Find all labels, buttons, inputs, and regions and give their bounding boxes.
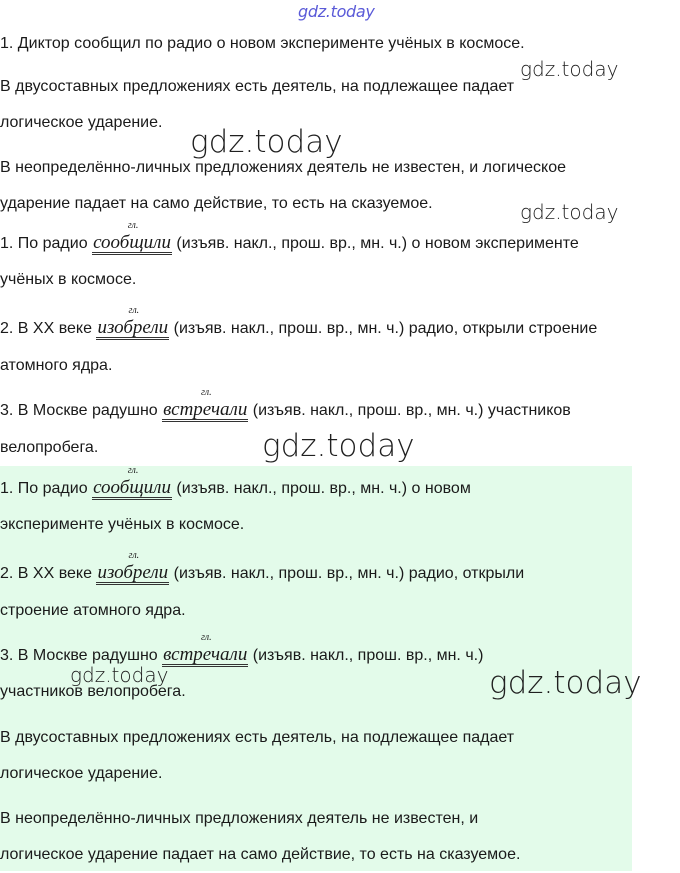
answer-sentence-2 <box>0 550 672 592</box>
sentence-text: (изъяв. накл., прош. вр., мн. ч.) о новом <box>176 480 471 497</box>
predicate-verb <box>162 387 248 422</box>
sentence-text: (изъяв. накл., прош. вр., мн. ч.) <box>252 647 484 664</box>
sentence-text: 3. В Москве радушно <box>0 647 158 664</box>
verb-mark: гл. <box>128 305 140 316</box>
watermark: gdz.today <box>262 428 415 464</box>
paragraph-line: ударение падает на само действие, то есть на сказуемое. <box>0 195 433 212</box>
example-sentence-3 <box>0 387 672 429</box>
sentence-text: (изъяв. накл., прош. вр., мн. ч.) радио, открыли <box>173 565 525 582</box>
verb-mark: гл. <box>128 550 140 561</box>
watermark-top: gdz.today <box>298 2 375 21</box>
watermark: gdz.today <box>70 663 169 687</box>
verb-mark: гл. <box>200 387 212 398</box>
verb-text: сообщили <box>93 232 171 253</box>
predicate-verb <box>92 465 172 500</box>
verb-text: изобрели <box>97 317 169 338</box>
sentence-text: 1. По радио <box>0 480 88 497</box>
sentence-text: 3. В Москве радушно <box>0 402 158 419</box>
paragraph-line: логическое ударение падает на само действие, то есть на сказуемое. <box>0 846 521 863</box>
paragraph-line: велопробега. <box>0 439 99 456</box>
verb-mark: гл. <box>127 465 139 476</box>
paragraph-line: В двусоставных предложениях есть деятель, на подлежащее падает <box>0 78 515 95</box>
verb-mark: гл. <box>200 632 212 643</box>
sentence-text: (изъяв. накл., прош. вр., мн. ч.) участников <box>252 402 571 419</box>
paragraph-line: логическое ударение. <box>0 765 163 782</box>
verb-text: встречали <box>163 644 248 665</box>
predicate-verb <box>92 220 172 255</box>
paragraph-line: В неопределённо-личных предложениях деятель не известен, и <box>0 810 479 827</box>
sentence-text: 2. В XX веке <box>0 320 92 337</box>
answer-sentence-1 <box>0 465 672 507</box>
watermark: gdz.today <box>190 124 343 160</box>
paragraph-line: эксперименте учёных в космосе. <box>0 516 245 533</box>
verb-mark: гл. <box>127 220 139 231</box>
paragraph-line: В двусоставных предложениях есть деятель, на подлежащее падает <box>0 729 515 746</box>
answer-sentence-3 <box>0 632 672 674</box>
watermark: gdz.today <box>520 200 619 224</box>
watermark: gdz.today <box>489 665 642 701</box>
example-sentence-2 <box>0 305 672 347</box>
verb-text: встречали <box>163 399 248 420</box>
verb-text: изобрели <box>97 562 169 583</box>
paragraph-line: участников велопробега. <box>0 683 186 700</box>
paragraph-line: учёных в космосе. <box>0 271 137 288</box>
sentence-text: (изъяв. накл., прош. вр., мн. ч.) о новом эксперименте <box>176 235 579 252</box>
predicate-verb <box>96 550 169 585</box>
sentence-text: 2. В XX веке <box>0 565 92 582</box>
verb-text: сообщили <box>93 477 171 498</box>
paragraph-line: В неопределённо-личных предложениях деятель не известен, и логическое <box>0 159 567 176</box>
task-sentence: 1. Диктор сообщил по радио о новом эксперименте учёных в космосе. <box>0 35 525 52</box>
paragraph-line: атомного ядра. <box>0 357 113 374</box>
predicate-verb <box>162 632 248 667</box>
example-sentence-1 <box>0 220 672 262</box>
predicate-verb <box>96 305 169 340</box>
paragraph-line: строение атомного ядра. <box>0 602 186 619</box>
watermark: gdz.today <box>520 57 619 81</box>
sentence-text: 1. По радио <box>0 235 88 252</box>
sentence-text: (изъяв. накл., прош. вр., мн. ч.) радио, открыли строение <box>173 320 598 337</box>
paragraph-line: логическое ударение. <box>0 114 163 131</box>
